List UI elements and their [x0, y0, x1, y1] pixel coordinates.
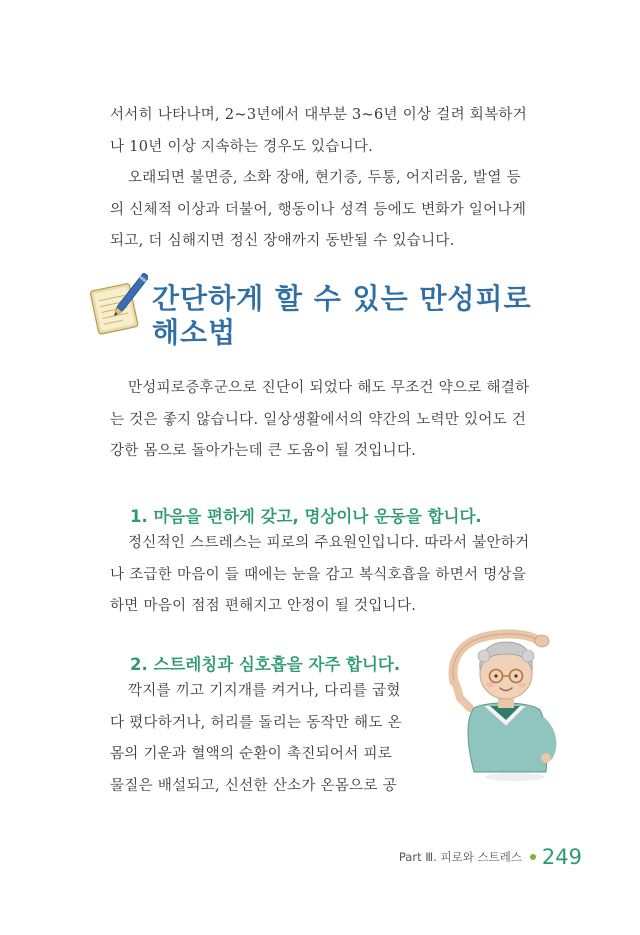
text-line: 나 조급한 마음이 들 때에는 눈을 감고 복식호흡을 하면서 명상을: [110, 566, 527, 583]
symptoms-paragraph: [110, 163, 555, 258]
text-line: 깍지를 끼고 기지개를 켜거나, 다리를 굽혔: [128, 683, 401, 699]
section-title-line: 해소법: [152, 316, 237, 349]
text-line: 되고, 더 심해지면 정신 장애까지 동반될 수 있습니다.: [110, 233, 455, 249]
intro-paragraph: [110, 100, 555, 163]
text-line: 물질은 배설되고, 신선한 산소가 온몸으로 공: [110, 777, 397, 794]
text-line: 다 폈다하거나, 허리를 돌리는 동작만 해도 온: [110, 714, 402, 731]
tip1-paragraph: [110, 528, 555, 623]
footer-part-label: Part Ⅲ. 피로와 스트레스: [398, 850, 522, 864]
tip2-paragraph: [110, 676, 415, 802]
section-intro-paragraph: [110, 373, 555, 468]
text-line: 는 것은 좋지 않습니다. 일상생활에서의 약간의 노력만 있어도 건: [110, 411, 527, 428]
page-footer: [399, 845, 582, 869]
text-line: 정신적인 스트레스는 피로의 주요원인입니다. 따라서 불안하거: [128, 535, 530, 551]
text-line: 의 신체적 이상과 더불어, 행동이나 성격 등에도 변화가 일어나게: [110, 201, 527, 218]
tip1-heading: 1. 마음을 편하게 갖고, 명상이나 운동을 합니다.: [130, 507, 482, 526]
page-number: 249: [541, 845, 582, 869]
text-line: 몸의 기운과 혈액의 순환이 촉진되어서 피로: [110, 746, 393, 762]
section-title-line: 간단하게 할 수 있는 만성피로: [152, 282, 532, 315]
text-line: 강한 몸으로 돌아가는데 큰 도움이 될 것입니다.: [110, 443, 417, 459]
footer-bullet-icon: [530, 854, 536, 860]
notepad-pen-icon: [88, 270, 148, 340]
text-line: 만성피로증후군으로 진단이 되었다 해도 무조건 약으로 해결하: [128, 380, 530, 396]
text-line: 하면 마음이 점점 편해지고 안정이 될 것입니다.: [110, 598, 417, 614]
text-line: 오래되면 불면증, 소화 장애, 현기증, 두통, 어지러움, 발열 등: [128, 170, 521, 186]
section-header: [88, 262, 568, 362]
text-line: 나 10년 이상 지속하는 경우도 있습니다.: [110, 138, 374, 155]
section-title: [152, 282, 532, 350]
text-line: 서서히 나타나며, 2~3년에서 대부분 3~6년 이상 걸려 회복하거: [110, 107, 528, 123]
tip2-heading: 2. 스트레칭과 심호흡을 자주 합니다.: [130, 655, 401, 674]
elderly-woman-stretching-illustration: [430, 622, 560, 782]
